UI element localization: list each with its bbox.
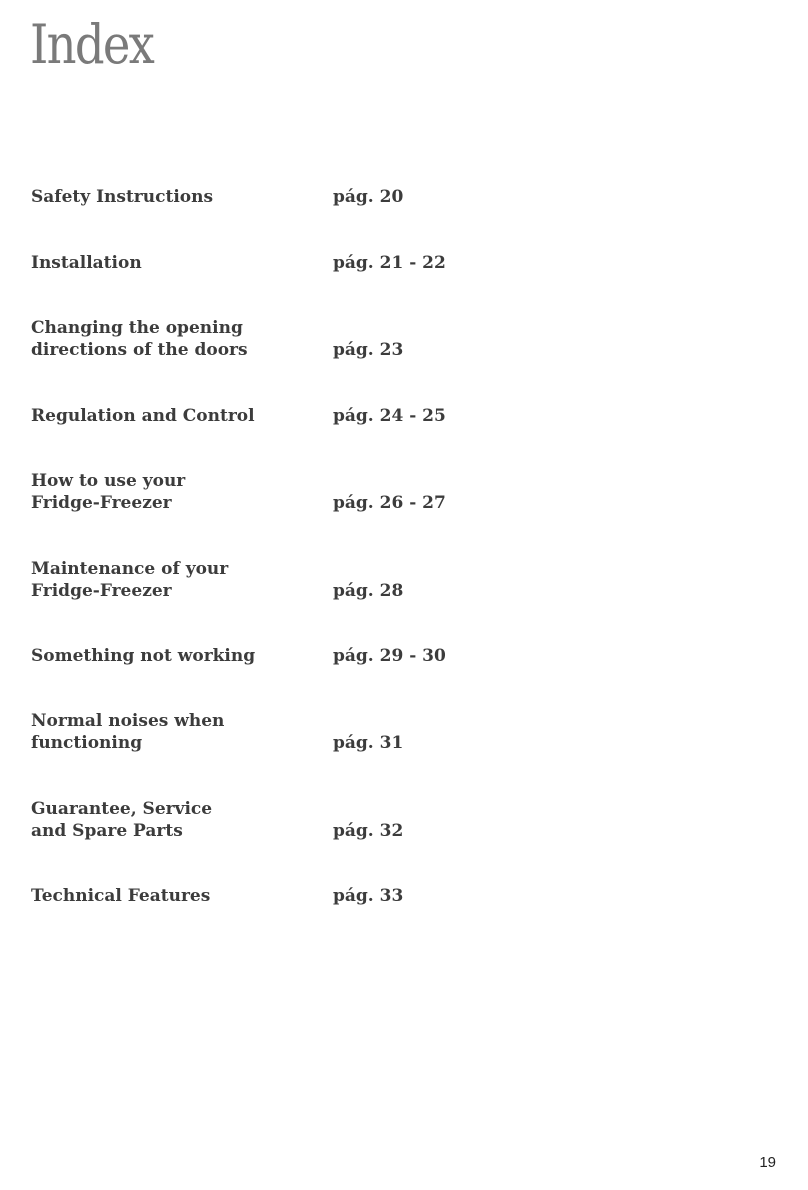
toc-entry-regulation-and-control[interactable] xyxy=(31,405,491,427)
toc-entry-label: Changing the opening directions of the doors xyxy=(31,318,248,360)
toc-entry-page: pág. 29 - 30 xyxy=(333,646,446,666)
toc-entry-page: pág. 21 - 22 xyxy=(333,253,446,273)
toc-entry-label: Maintenance of your Fridge-Freezer xyxy=(31,559,229,601)
toc-entry-normal-noises[interactable] xyxy=(31,710,491,754)
toc-entry-page: pág. 28 xyxy=(333,581,404,601)
toc-entry-changing-door-direction[interactable] xyxy=(31,317,491,361)
toc-entry-page: pág. 31 xyxy=(333,733,404,753)
page-number: 19 xyxy=(759,1154,776,1171)
toc-entry-safety-instructions[interactable] xyxy=(31,186,491,208)
toc-entry-page: pág. 32 xyxy=(333,821,404,841)
toc-entry-how-to-use[interactable] xyxy=(31,470,491,514)
toc-entry-label: Technical Features xyxy=(31,886,211,906)
toc-entry-page: pág. 23 xyxy=(333,340,404,360)
page-title: Index xyxy=(30,13,154,76)
toc-entry-page: pág. 33 xyxy=(333,886,404,906)
toc-entry-label: Installation xyxy=(31,253,142,273)
toc-entry-label: Regulation and Control xyxy=(31,406,255,426)
toc-entry-label: Something not working xyxy=(31,646,256,666)
toc-entry-label: Guarantee, Service and Spare Parts xyxy=(31,799,213,841)
toc-entry-page: pág. 26 - 27 xyxy=(333,493,446,513)
toc-entry-installation[interactable] xyxy=(31,252,491,274)
toc-entry-page: pág. 20 xyxy=(333,187,404,207)
toc-entry-label: Safety Instructions xyxy=(31,187,214,207)
toc-entry-page: pág. 24 - 25 xyxy=(333,406,446,426)
toc-entry-technical-features[interactable] xyxy=(31,885,491,907)
toc-entry-guarantee-service[interactable] xyxy=(31,798,491,842)
toc-entry-maintenance[interactable] xyxy=(31,558,491,602)
toc-entry-label: How to use your Fridge-Freezer xyxy=(31,471,186,513)
toc-entry-something-not-working[interactable] xyxy=(31,645,491,667)
toc-entry-label: Normal noises when functioning xyxy=(31,711,225,753)
